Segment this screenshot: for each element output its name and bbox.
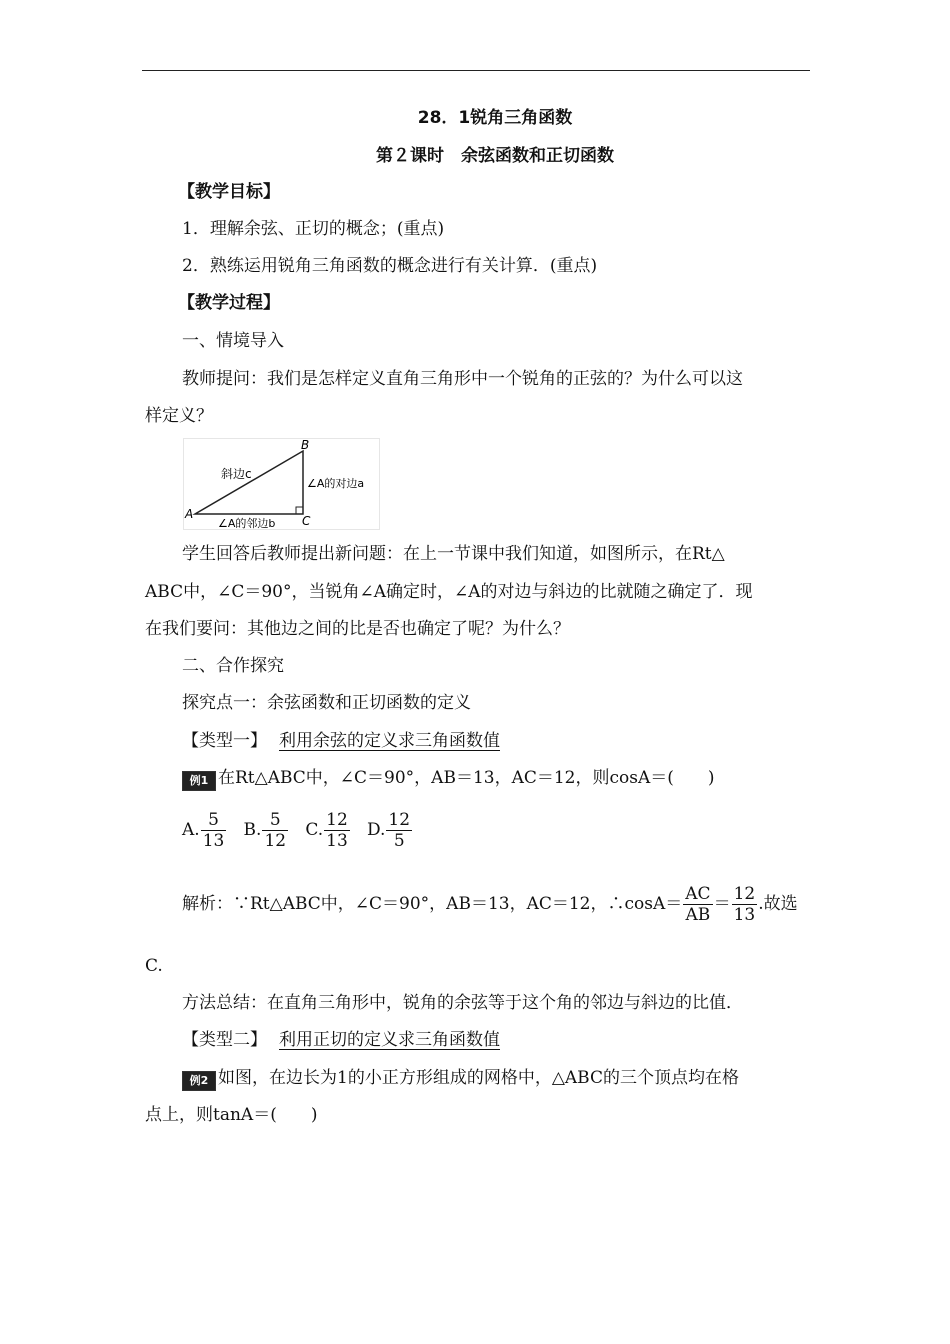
solution-frac-1-num: AC [685,884,711,904]
vertex-c-label: C [302,514,311,528]
goals-heading: 【教学目标】 [178,182,280,202]
page-title: 28．1锐角三角函数 [417,108,573,128]
example-1-badge: 例1 [182,771,216,791]
option-a: A. $\frac{5}{13}$ [182,810,225,851]
part-2-heading: 二、合作探究 [182,656,284,676]
option-c: C. $\frac{12}{13}$ [305,810,348,851]
option-d-numerator: 12 [388,810,411,830]
type-2-tag: 【类型二】 [182,1030,267,1050]
paragraph-line-3: 在我们要问：其他边之间的比是否也确定了呢？为什么？ [145,619,570,639]
part-1-heading: 一、情境导入 [182,331,284,351]
options-row [182,810,413,851]
solution-frac-2-num: 12 [733,884,756,904]
option-b-numerator: 5 [262,810,288,831]
option-b: B. $\frac{5}{12}$ [243,810,287,851]
option-c-numerator: 12 [326,810,348,830]
lesson-subtitle: 第２课时 余弦函数和正切函数 [376,146,614,166]
hypotenuse-label: 斜边c [221,467,252,481]
paragraph-line-2: ABC中，∠C＝90°，当锐角∠A确定时，∠A的对边与斜边的比就随之确定了．现 [145,582,753,602]
solution-frac-2-den: 13 [733,905,756,925]
solution-suffix: .故选 [758,894,798,914]
example-1-text: 在Rt△ABC中，∠C＝90°，AB＝13，AC＝12，则cosA＝( ) [218,768,715,788]
goal-1: 1．理解余弦、正切的概念；(重点) [182,219,445,239]
option-d: D. $\frac{12}{5}$ [366,810,411,851]
vertex-a-label: A [185,507,194,521]
goal-2: 2．熟练运用锐角三角函数的概念进行有关计算．(重点) [182,256,598,276]
option-d-denominator: 5 [393,831,405,851]
method-summary: 方法总结：在直角三角形中，锐角的余弦等于这个角的邻边与斜边的比值． [182,993,743,1013]
teacher-question-line-2: 样定义？ [145,406,213,426]
option-b-denominator: 12 [264,831,287,851]
type-1-heading [182,729,500,753]
option-a-numerator: 5 [201,810,227,831]
header-rule [142,70,810,71]
example-2-line-2: 点上，则tanA＝( ) [145,1105,318,1125]
example-2-line-1 [182,1066,739,1091]
teacher-question-line-1: 教师提问：我们是怎样定义直角三角形中一个锐角的正弦的？为什么可以这 [182,369,743,389]
solution-equals: ＝ [713,894,731,914]
paragraph-line-1: 学生回答后教师提出新问题：在上一节课中我们知道，如图所示，在Rt△ [182,544,725,564]
solution-line-1 [182,884,798,925]
type-2-heading [182,1028,500,1052]
vertex-b-label: B [301,438,310,452]
type-2-title: 利用正切的定义求三角函数值 [279,1030,500,1050]
opposite-side-label: ∠A的对边a [307,477,365,490]
solution-line-2: C. [145,956,163,976]
type-1-tag: 【类型一】 [182,731,267,751]
example-1 [182,766,715,791]
adjacent-side-label: ∠A的邻边b [218,517,276,530]
option-c-denominator: 13 [326,831,348,851]
process-heading: 【教学过程】 [178,293,280,313]
right-triangle-figure [183,438,380,530]
solution-prefix: 解析：∵Rt△ABC中，∠C＝90°，AB＝13，AC＝12，∴cosA＝ [182,894,683,914]
option-a-denominator: 13 [202,831,225,851]
example-2-badge: 例2 [182,1071,216,1091]
example-2-text: 如图，在边长为1的小正方形组成的网格中，△ABC的三个顶点均在格 [218,1068,739,1088]
explore-point-1: 探究点一：余弦函数和正切函数的定义 [182,693,471,713]
solution-frac-1-den: AB [685,905,711,925]
type-1-title: 利用余弦的定义求三角函数值 [279,731,500,751]
